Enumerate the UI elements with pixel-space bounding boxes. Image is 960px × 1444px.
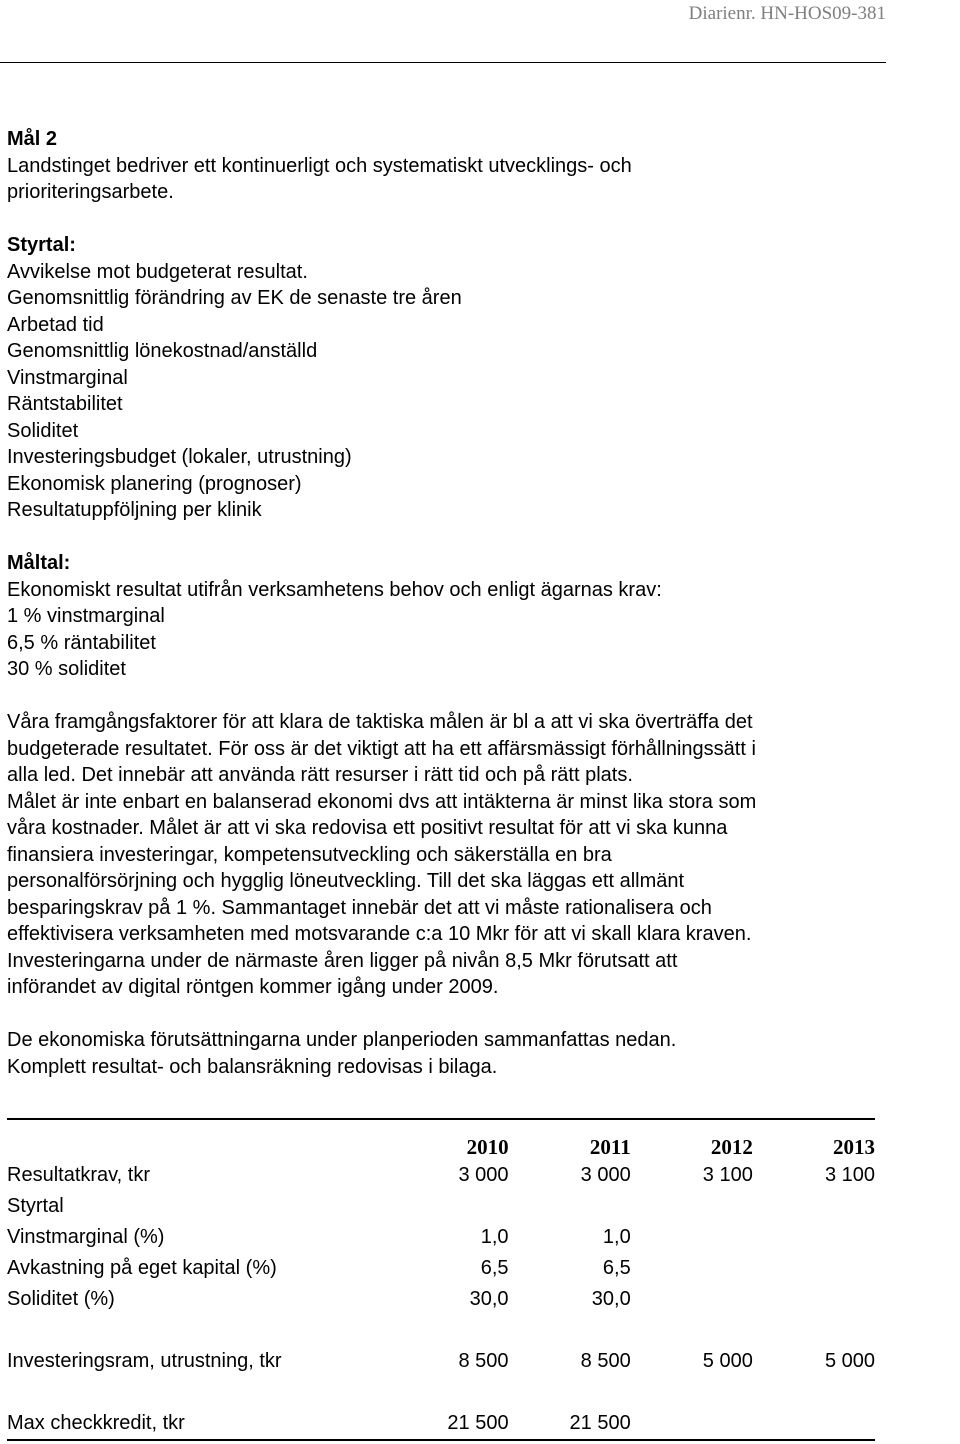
styrtal-item: Resultatuppföljning per klinik (7, 499, 262, 521)
cell-value (386, 1315, 508, 1346)
table-row (7, 1408, 875, 1439)
maltal-item: 6,5 % räntabilitet (7, 631, 156, 654)
table-row (7, 1160, 875, 1191)
body-text-line: besparingskrav på 1 %. Sammantaget innebär det att vi måste rationalisera och (7, 896, 712, 919)
styrtal-item: Genomsnittlig lönekostnad/anställd (7, 340, 318, 362)
cell-value: 3 100 (702, 1164, 753, 1186)
row-label: Resultatkrav, tkr (7, 1164, 150, 1186)
styrtal-item: Genomsnittlig förändring av EK de senaste tre åren (7, 287, 462, 309)
cell-value (509, 1377, 631, 1408)
cell-value (753, 1253, 875, 1284)
cell-value (386, 1377, 508, 1408)
table-row (7, 1222, 875, 1253)
table-row (7, 1377, 875, 1408)
cell-value: 1,0 (602, 1226, 631, 1248)
cell-value (753, 1315, 875, 1346)
cell-value: 21 500 (569, 1412, 631, 1434)
budget-table (7, 1118, 875, 1441)
body-text-line: finansiera investeringar, kompetensutveckling och säkerställa en bra (7, 843, 612, 866)
table-row (7, 1315, 875, 1346)
cell-value: 5 000 (824, 1350, 875, 1372)
cell-value: 21 500 (447, 1412, 509, 1434)
goal-description-line: Landstinget bedriver ett kontinuerligt och systematiskt utvecklings- och (7, 154, 632, 177)
cell-value (753, 1377, 875, 1408)
year-header: 2013 (833, 1135, 875, 1159)
maltal-item: 1 % vinstmarginal (7, 605, 165, 627)
cell-value: 6,5 (480, 1257, 509, 1279)
styrtal-item: Investeringsbudget (lokaler, utrustning) (7, 446, 352, 468)
maltal-heading: Måltal: (7, 552, 71, 574)
styrtal-item: Soliditet (7, 419, 79, 442)
cell-value: 6,5 (602, 1257, 631, 1279)
cell-value: 30,0 (591, 1288, 631, 1310)
cell-value (753, 1222, 875, 1253)
row-label: Styrtal (7, 1195, 64, 1217)
table-row (7, 1191, 875, 1222)
year-header: 2011 (589, 1135, 631, 1159)
cell-value (753, 1284, 875, 1315)
cell-value (753, 1408, 875, 1439)
body-text-line: Investeringarna under de närmaste åren ligger på nivån 8,5 Mkr förutsatt att (7, 949, 678, 972)
table-bottom-rule (7, 1439, 875, 1441)
body-text-line: alla led. Det innebär att använda rätt resurser i rätt tid och på rätt plats. (7, 764, 633, 786)
cell-value (631, 1253, 753, 1284)
cell-value: 30,0 (469, 1288, 509, 1310)
cell-value (631, 1284, 753, 1315)
cell-value (631, 1408, 753, 1439)
year-header: 2012 (710, 1135, 753, 1159)
styrtal-heading: Styrtal: (7, 234, 76, 256)
body-text-line: Målet är inte enbart en balanserad ekonomi dvs att intäkterna är minst lika stora som (7, 790, 757, 813)
cell-value (631, 1191, 753, 1222)
cell-value: 5 000 (702, 1350, 753, 1372)
cell-value (631, 1315, 753, 1346)
body-text-line: våra kostnader. Målet är att vi ska redovisa ett positivt resultat för att vi ska kunna (7, 817, 728, 839)
styrtal-item: Vinstmarginal (7, 366, 128, 389)
body-text-line: personalförsörjning och hygglig löneutveckling. Till det ska läggas ett allmänt (7, 870, 685, 892)
cell-value (753, 1191, 875, 1222)
maltal-item: Ekonomiskt resultat utifrån verksamhetens behov och enligt ägarnas krav: (7, 578, 662, 601)
table-row (7, 1284, 875, 1315)
styrtal-item: Avvikelse mot budgeterat resultat. (7, 260, 308, 283)
goal-title: Mål 2 (7, 128, 58, 150)
cell-value: 1,0 (480, 1226, 509, 1248)
page-header (0, 0, 886, 63)
styrtal-item: Räntstabilitet (7, 393, 123, 415)
cell-value: 3 000 (580, 1164, 631, 1186)
table-row (7, 1346, 875, 1377)
body-text-line: effektivisera verksamheten med motsvarande c:a 10 Mkr för att vi skall klara kraven. (7, 923, 752, 945)
row-label: Max checkkredit, tkr (7, 1412, 185, 1434)
document-reference: Diarienr. HN-HOS09-381 (688, 3, 886, 24)
cell-value (509, 1191, 631, 1222)
body-text-line: Våra framgångsfaktorer för att klara de taktiska målen är bl a att vi ska överträffa det (7, 711, 753, 733)
summary-line: De ekonomiska förutsättningarna under planperioden sammanfattas nedan. (7, 1029, 677, 1051)
cell-value (631, 1377, 753, 1408)
row-label (7, 1377, 386, 1408)
row-label: Investeringsram, utrustning, tkr (7, 1350, 282, 1372)
maltal-item: 30 % soliditet (7, 658, 126, 680)
body-text-line: budgeterade resultatet. För oss är det viktigt att ha ett affärsmässigt förhållningssätt i (7, 737, 756, 760)
goal-description-line: prioriteringsarbete. (7, 181, 174, 203)
row-label: Soliditet (%) (7, 1288, 115, 1310)
cell-value: 8 500 (458, 1350, 509, 1372)
header-spacer (7, 1120, 386, 1160)
document-body (7, 126, 947, 1080)
row-label: Vinstmarginal (%) (7, 1226, 165, 1248)
cell-value: 8 500 (580, 1350, 631, 1372)
styrtal-item: Ekonomisk planering (prognoser) (7, 472, 302, 495)
cell-value (631, 1222, 753, 1253)
cell-value (509, 1315, 631, 1346)
cell-value: 3 000 (458, 1164, 509, 1186)
table-row (7, 1253, 875, 1284)
summary-line: Komplett resultat- och balansräkning redovisas i bilaga. (7, 1055, 498, 1078)
row-label (7, 1315, 386, 1346)
styrtal-item: Arbetad tid (7, 313, 104, 336)
body-text-line: införandet av digital röntgen kommer igång under 2009. (7, 976, 499, 998)
table-header-row (7, 1120, 875, 1160)
year-header: 2010 (466, 1135, 509, 1159)
cell-value: 3 100 (824, 1164, 875, 1186)
row-label: Avkastning på eget kapital (%) (7, 1257, 277, 1279)
cell-value (386, 1191, 508, 1222)
